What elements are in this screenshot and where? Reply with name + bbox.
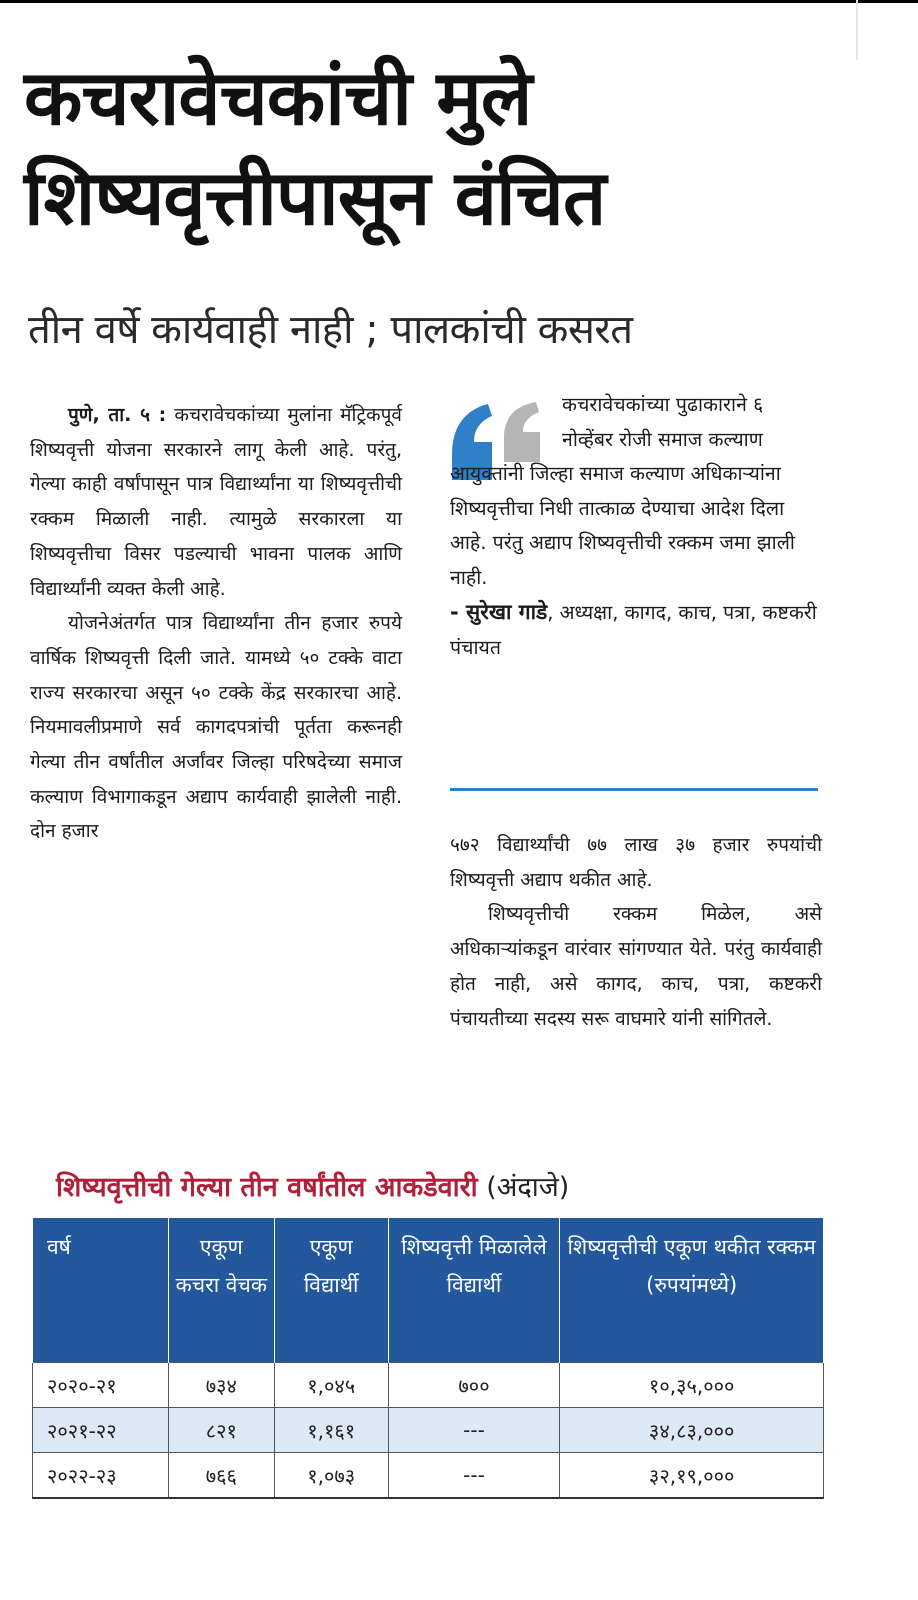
scholarship-table bbox=[32, 1218, 824, 1499]
top-border bbox=[0, 0, 918, 3]
article-left-column bbox=[30, 398, 402, 849]
table-header: एकूण कचरा वेचक bbox=[168, 1218, 274, 1363]
pull-quote-first: कचरावेचकांच्या पुढाकाराने ६ नोव्हेंबर रोजी समाज कल्याण bbox=[562, 393, 764, 451]
table-header: शिष्यवृत्तीची एकूण थकीत रक्कम (रुपयांमध्ये) bbox=[560, 1218, 824, 1363]
paragraph-2: योजनेअंतर्गत पात्र विद्यार्थ्यांना तीन हजार रुपये वार्षिक शिष्यवृत्ती दिली जाते. यामध्ये ५० टक्के वाटा राज्य सरकारचा असून ५० टक्के केंद्र सरकारचा आहे. नियमावलीप्रमाणे सर्व कागदपत्रांची पूर्तता करूनही गेल्या तीन वर्षांतील अर्जांवर जिल्हा परिषदेच्या समाज कल्याण विभागाकडून अद्याप कार्यवाही झालेली नाही. दोन हजार bbox=[30, 612, 402, 843]
table-title-text: शिष्यवृत्तीची गेल्या तीन वर्षांतील आकडेवारी bbox=[56, 1172, 478, 1203]
headline-line-1: कचरावेचकांची मुले bbox=[24, 53, 532, 142]
table-cell: ७३४ bbox=[168, 1363, 274, 1408]
table-header: वर्ष bbox=[33, 1218, 169, 1363]
paragraph-1-text: कचरावेचकांच्या मुलांना मॅट्रिकपूर्व शिष्यवृत्ती योजना सरकारने लागू केली आहे. परंतु, गेल्या काही वर्षांपासून पात्र विद्यार्थ्यांना या शिष्यवृत्तीची रक्कम मिळाली नाही. त्यामुळे सरकारला या शिष्यवृत्तीचा विसर पडल्याची भावना पालक आणि विद्यार्थ्यांनी व्यक्त केली आहे. bbox=[30, 404, 402, 600]
table-cell: ७०० bbox=[388, 1363, 560, 1408]
table-row bbox=[33, 1408, 824, 1453]
table-cell: २०२१-२२ bbox=[33, 1408, 169, 1453]
pull-quote-author: सुरेखा गाडे bbox=[466, 600, 548, 624]
table-cell: २०२२-२३ bbox=[33, 1453, 169, 1499]
table-cell: --- bbox=[388, 1408, 560, 1453]
table-row bbox=[33, 1363, 824, 1408]
paragraph-4: शिष्यवृत्तीची रक्कम मिळेल, असे अधिकाऱ्यांकडून वारंवार सांगण्यात येते. परंतु कार्यवाही होत नाही, असे कागद, काच, पत्रा, कष्टकरी पंचायतीच्या सदस्य सरू वाघमारे यांनी सांगितले. bbox=[450, 903, 822, 1030]
article-right-column bbox=[450, 828, 822, 1036]
pull-quote-dash: - bbox=[450, 600, 467, 624]
table-cell: ७६६ bbox=[168, 1453, 274, 1499]
table-cell: १०,३५,००० bbox=[560, 1363, 824, 1408]
paragraph-1 bbox=[30, 398, 402, 606]
table-cell: ३४,८३,००० bbox=[560, 1408, 824, 1453]
table-header: शिष्यवृत्ती मिळालेले विद्यार्थी bbox=[388, 1218, 560, 1363]
table-cell: १,०७३ bbox=[274, 1453, 388, 1499]
table-cell: १,१६१ bbox=[274, 1408, 388, 1453]
table-cell: १,०४५ bbox=[274, 1363, 388, 1408]
pull-quote bbox=[450, 388, 820, 665]
dateline: पुणे, ता. ५ : bbox=[68, 404, 167, 426]
pull-quote-author-role: , अध्यक्षा, कागद, काच, पत्रा, कष्टकरी पंचायत bbox=[450, 601, 817, 659]
table-header: एकूण विद्यार्थी bbox=[274, 1218, 388, 1363]
paragraph-3: ५७२ विद्यार्थ्यांची ७७ लाख ३७ हजार रुपयांची शिष्यवृत्ती अद्याप थकीत आहे. bbox=[450, 834, 822, 891]
headline bbox=[24, 48, 884, 248]
divider bbox=[450, 788, 818, 791]
table-cell: ८२१ bbox=[168, 1408, 274, 1453]
table-title bbox=[56, 1168, 876, 1208]
table-cell: २०२०-२१ bbox=[33, 1363, 169, 1408]
table-header-row bbox=[33, 1218, 824, 1363]
table-row bbox=[33, 1453, 824, 1499]
pull-quote-rest: आयुक्तांनी जिल्हा समाज कल्याण अधिकाऱ्यांना शिष्यवृत्तीचा निधी तात्काळ देण्याचा आदेश दिला आहे. परंतु अद्याप शिष्यवृत्तीची रक्कम जमा झाली नाही. bbox=[450, 462, 795, 589]
subheadline: तीन वर्षे कार्यवाही नाही ; पालकांची कसरत bbox=[28, 307, 633, 353]
headline-line-2: शिष्यवृत्तीपासून वंचित bbox=[24, 153, 606, 242]
table-title-note: (अंदाजे) bbox=[477, 1172, 570, 1203]
table-cell: --- bbox=[388, 1453, 560, 1499]
table-cell: ३२,१९,००० bbox=[560, 1453, 824, 1499]
